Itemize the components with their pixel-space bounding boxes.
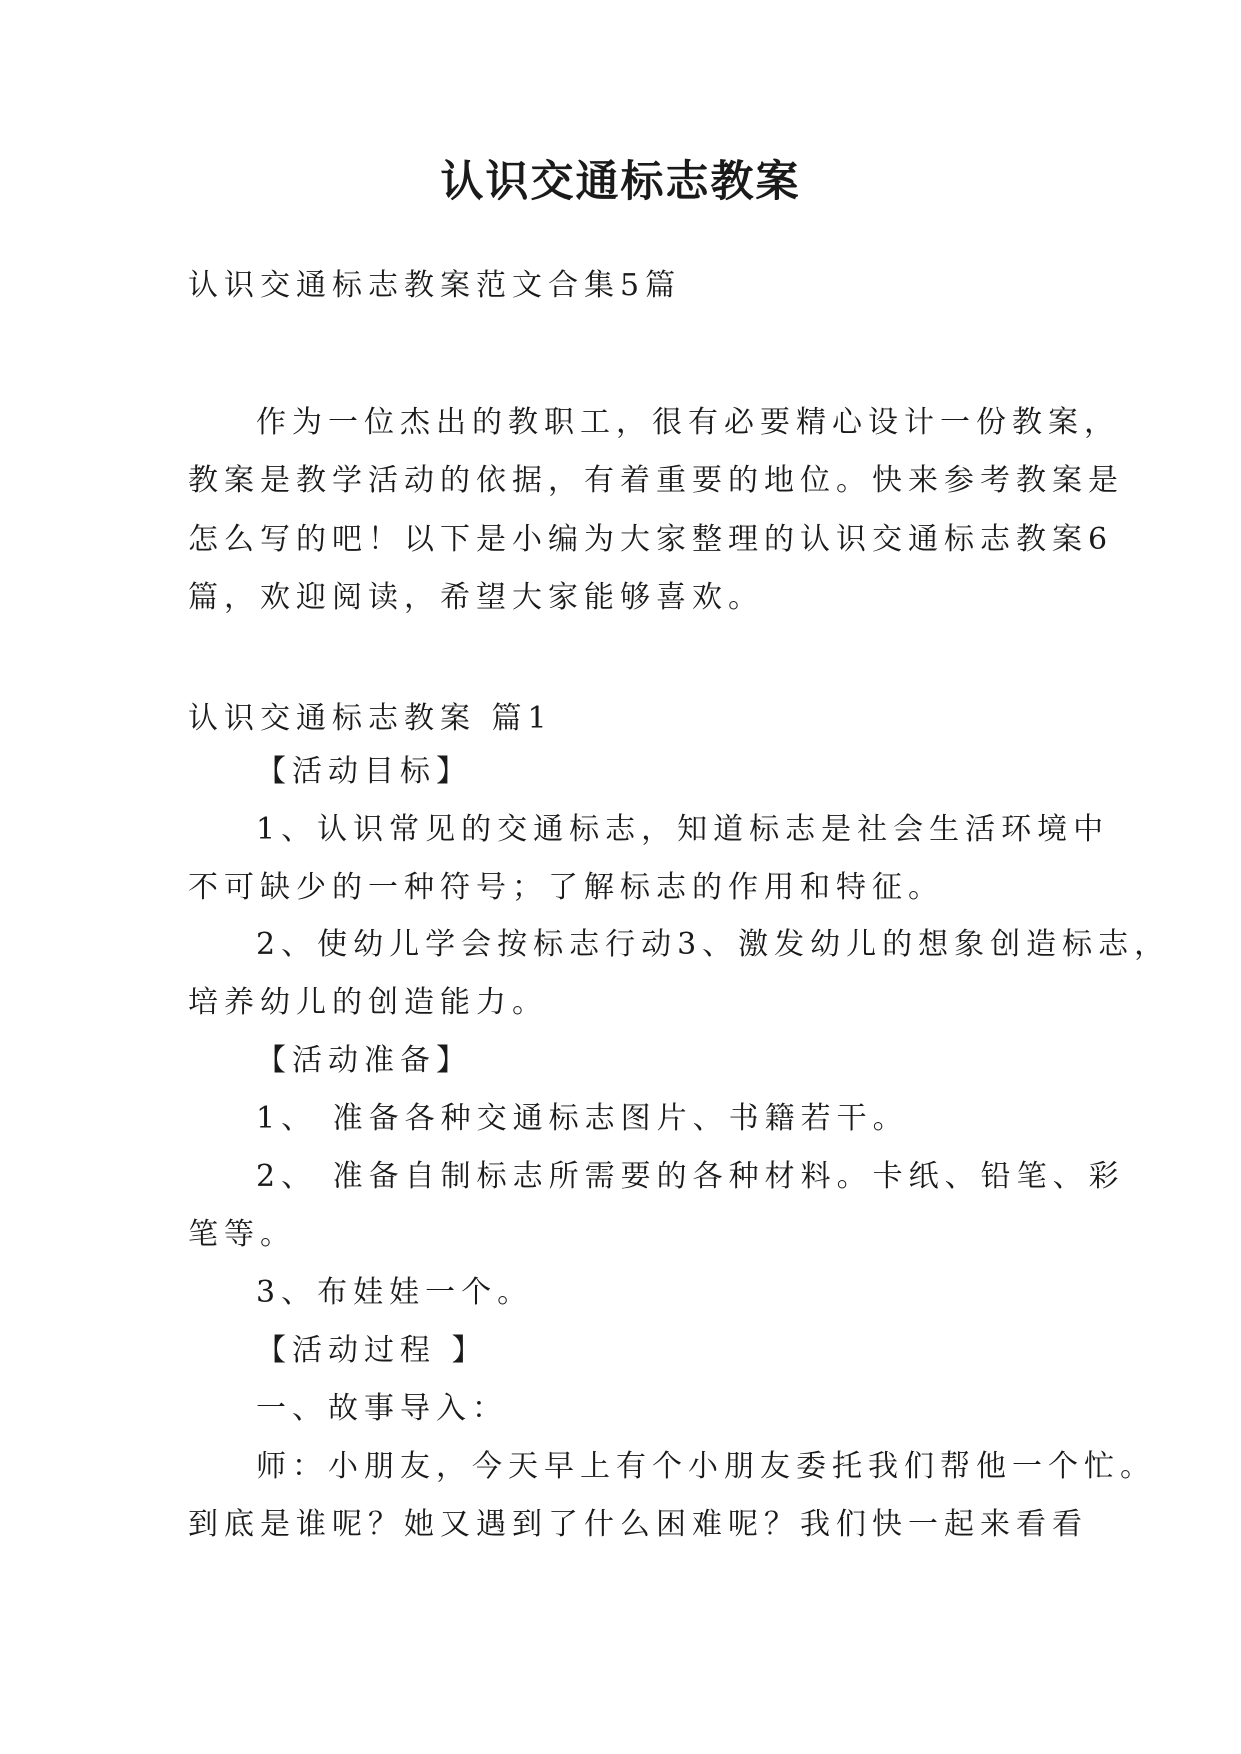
goal-line-4: 培养幼儿的创造能力。 <box>188 985 548 1020</box>
intro-line-3: 怎么写的吧！以下是小编为大家整理的认识交通标志教案6 <box>188 522 1114 557</box>
process-line-2: 师：小朋友，今天早上有个小朋友委托我们帮他一个忙。 <box>256 1449 1156 1484</box>
intro-line-2: 教案是教学活动的依据，有着重要的地位。快来参考教案是 <box>188 463 1124 498</box>
process-line-1: 一、故事导入： <box>256 1391 508 1426</box>
prep-line-4: 3、布娃娃一个。 <box>256 1275 534 1310</box>
goal-heading: 【活动目标】 <box>256 754 472 789</box>
intro-line-4: 篇，欢迎阅读，希望大家能够喜欢。 <box>188 580 764 615</box>
goal-line-1: 1、认识常见的交通标志，知道标志是社会生活环境中 <box>256 812 1110 847</box>
prep-line-3: 笔等。 <box>188 1217 296 1252</box>
prep-heading: 【活动准备】 <box>256 1043 472 1078</box>
prep-line-2: 2、 准备自制标志所需要的各种材料。卡纸、铅笔、彩 <box>256 1159 1125 1194</box>
process-line-3: 到底是谁呢？她又遇到了什么困难呢？我们快一起来看看 <box>188 1507 1088 1542</box>
prep-line-1: 1、 准备各种交通标志图片、书籍若干。 <box>256 1101 909 1136</box>
intro-line-1: 作为一位杰出的教职工，很有必要精心设计一份教案， <box>256 405 1120 440</box>
document-title: 认识交通标志教案 <box>440 157 801 207</box>
process-heading: 【活动过程 】 <box>256 1333 488 1368</box>
section-heading: 认识交通标志教案 篇1 <box>188 701 553 736</box>
document-subtitle: 认识交通标志教案范文合集5篇 <box>188 268 682 303</box>
goal-line-2: 不可缺少的一种符号；了解标志的作用和特征。 <box>188 870 944 905</box>
goal-line-3: 2、使幼儿学会按标志行动3、激发幼儿的想象创造标志， <box>256 927 1171 962</box>
